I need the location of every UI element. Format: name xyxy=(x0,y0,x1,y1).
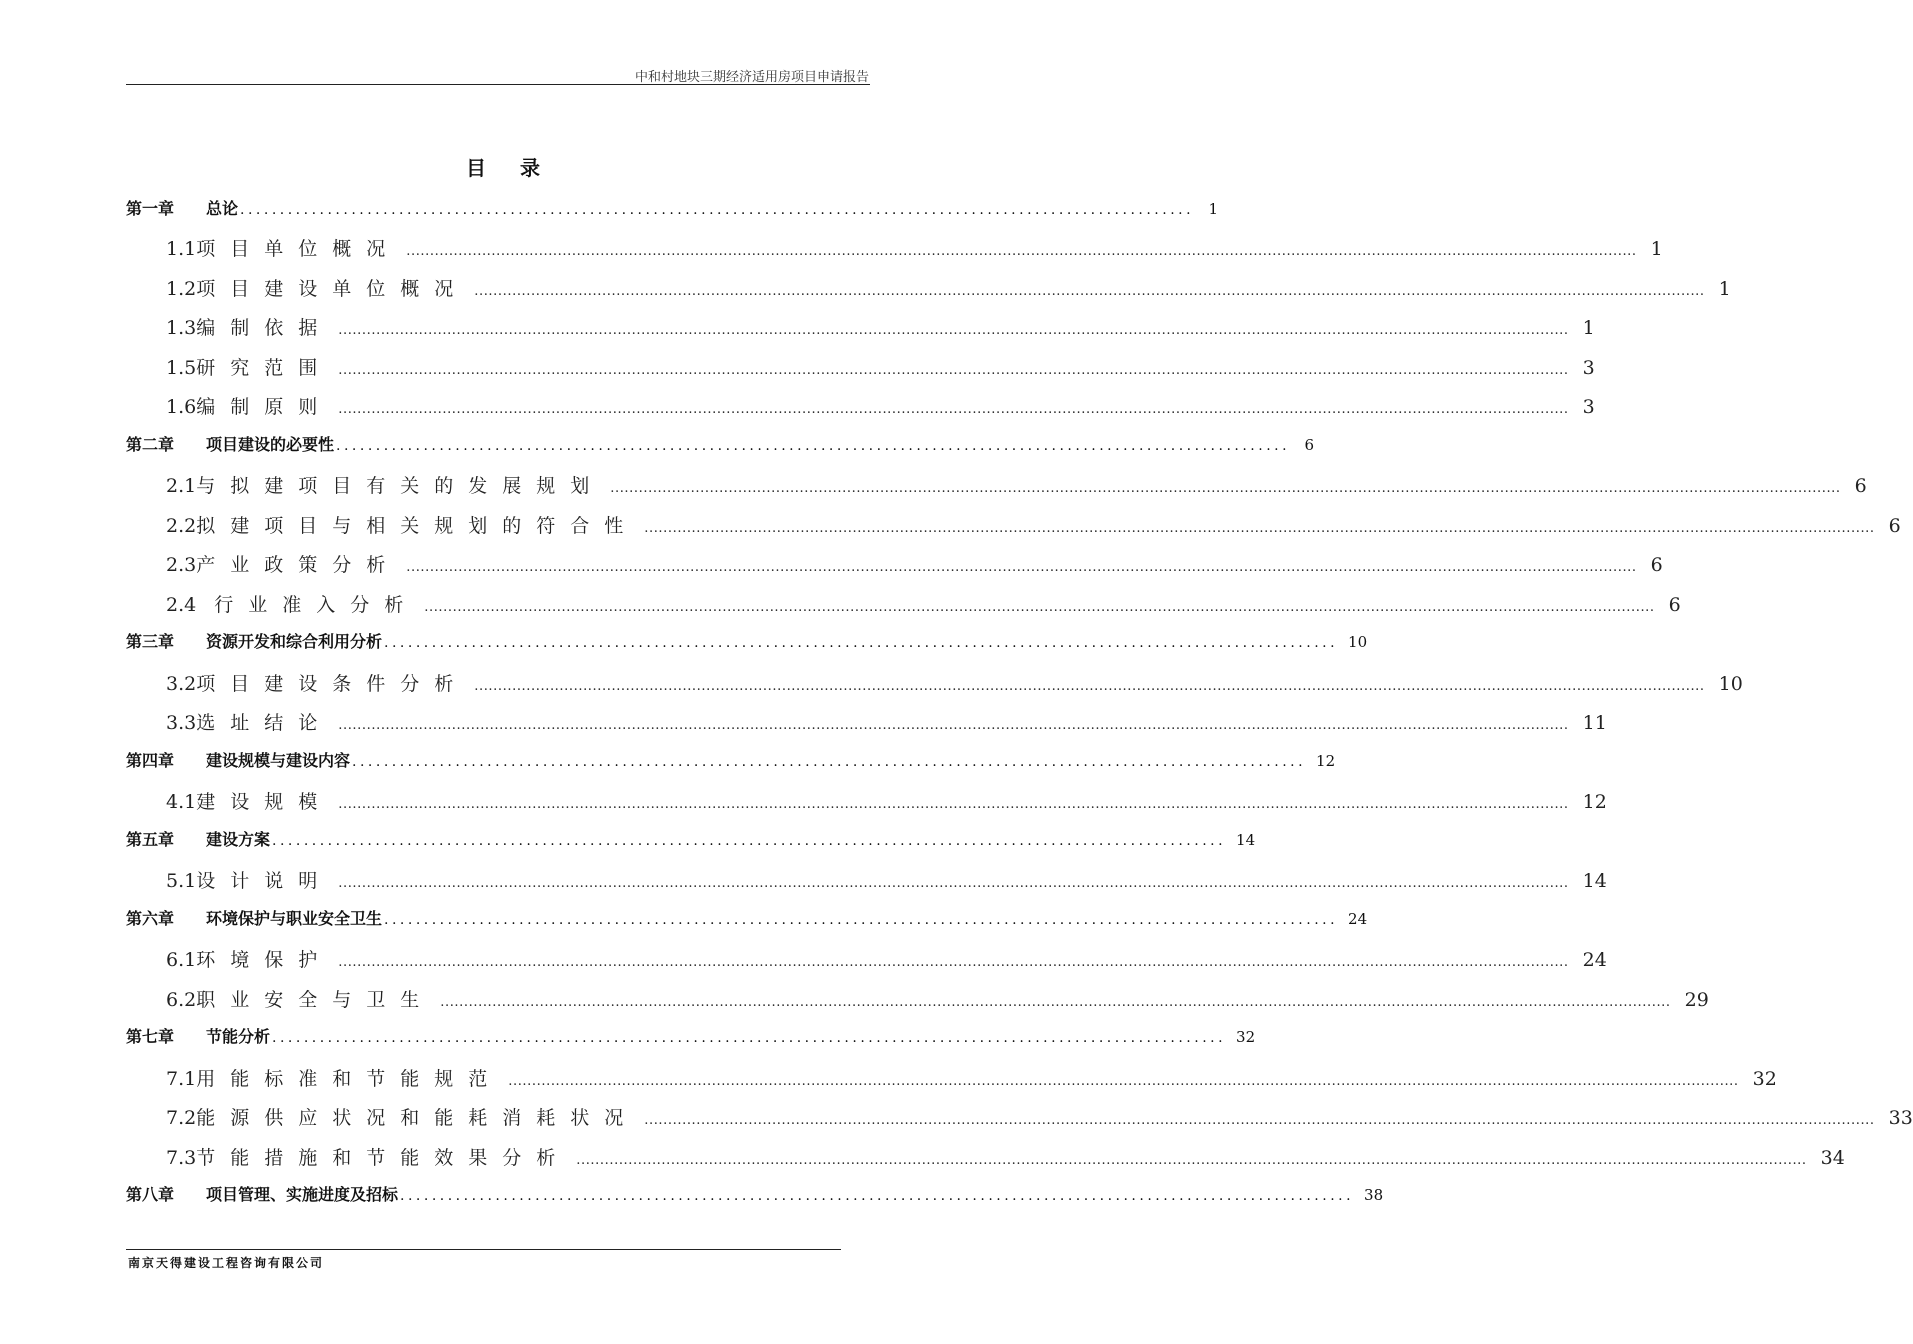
toc-entry-number: 4.1 xyxy=(166,791,197,813)
toc-entry-title: 行业准入分析 xyxy=(214,594,419,616)
toc-entry-title: 研究范围 xyxy=(196,357,333,379)
toc-dot-leader: .................................................................................................................................................................................................................................................................... xyxy=(424,600,1655,615)
toc-entry-title: 用能标准和节能规范 xyxy=(196,1068,503,1090)
toc-dot-leader: ........................................................................................................................ xyxy=(352,754,1307,770)
toc-page-number: 10 xyxy=(1718,673,1743,695)
toc-entry-number: 3.2 xyxy=(166,673,197,695)
toc-page-number: 6 xyxy=(1854,475,1867,497)
toc-page-number: 1 xyxy=(1718,278,1731,300)
toc-dot-leader: ........................................................................................................................ xyxy=(272,1030,1227,1046)
toc-page-number: 10 xyxy=(1348,633,1368,651)
toc-entry-number: 6.2 xyxy=(166,989,197,1011)
toc-entry-title: 拟建项目与相关规划的符合性 xyxy=(196,515,639,537)
toc-entry-title: 编制依据 xyxy=(196,317,333,339)
toc-entry-title: 资源开发和综合利用分析 xyxy=(206,632,383,651)
toc-chapter-row[interactable] xyxy=(126,432,1315,455)
toc-section-row[interactable] xyxy=(166,866,1607,893)
toc-page-number: 32 xyxy=(1236,1028,1256,1046)
toc-dot-leader: .................................................................................................................................................................................................................................................................... xyxy=(644,1113,1875,1128)
toc-dot-leader: .................................................................................................................................................................................................................................................................... xyxy=(474,284,1705,299)
toc-chapter-row[interactable] xyxy=(126,629,1368,652)
toc-section-row[interactable] xyxy=(166,313,1595,340)
toc-chapter-row[interactable] xyxy=(126,827,1256,850)
toc-section-row[interactable] xyxy=(166,234,1663,261)
toc-chapter-row[interactable] xyxy=(126,1182,1384,1205)
toc-entry-number: 2.3 xyxy=(166,554,197,576)
toc-title: 目录 xyxy=(466,156,574,180)
toc-page-number: 14 xyxy=(1236,831,1256,849)
toc-page-number: 24 xyxy=(1348,910,1368,928)
toc-section-row[interactable] xyxy=(166,392,1595,419)
toc-dot-leader: ........................................................................................................................ xyxy=(336,438,1291,454)
toc-entry-title: 职业安全与卫生 xyxy=(196,989,435,1011)
toc-page-number: 6 xyxy=(1668,594,1681,616)
toc-dot-leader: .................................................................................................................................................................................................................................................................... xyxy=(338,876,1569,891)
toc-dot-leader: .................................................................................................................................................................................................................................................................... xyxy=(338,323,1569,338)
running-header: 中和村地块三期经济适用房项目申请报告 xyxy=(634,70,869,85)
toc-entry-title: 产业政策分析 xyxy=(196,554,401,576)
toc-dot-leader: .................................................................................................................................................................................................................................................................... xyxy=(406,244,1637,259)
toc-section-row[interactable] xyxy=(166,550,1663,577)
toc-entry-number: 第五章 xyxy=(126,830,175,849)
toc-page-number: 32 xyxy=(1752,1068,1777,1090)
toc-page-number: 3 xyxy=(1582,396,1595,418)
footer-rule xyxy=(126,1249,841,1250)
toc-dot-leader: .................................................................................................................................................................................................................................................................... xyxy=(338,402,1569,417)
toc-entry-title: 建设方案 xyxy=(206,830,271,849)
toc-page-number: 1 xyxy=(1208,200,1219,218)
toc-page-number: 34 xyxy=(1820,1147,1845,1169)
toc-entry-number: 第一章 xyxy=(126,199,175,218)
toc-entry-number: 1.6 xyxy=(166,396,197,418)
toc-section-row[interactable] xyxy=(166,1143,1845,1170)
toc-entry-number: 1.2 xyxy=(166,278,197,300)
toc-entry-title: 与拟建项目有关的发展规划 xyxy=(196,475,605,497)
toc-dot-leader: .................................................................................................................................................................................................................................................................... xyxy=(338,718,1569,733)
toc-entry-number: 5.1 xyxy=(166,870,197,892)
toc-section-row[interactable] xyxy=(166,274,1731,301)
toc-page-number: 6 xyxy=(1304,436,1315,454)
toc-entry-number: 1.3 xyxy=(166,317,197,339)
toc-entry-title: 选址结论 xyxy=(196,712,333,734)
toc-section-row[interactable] xyxy=(166,590,1681,617)
toc-dot-leader: .................................................................................................................................................................................................................................................................... xyxy=(338,363,1569,378)
toc-dot-leader: .................................................................................................................................................................................................................................................................... xyxy=(338,797,1569,812)
toc-dot-leader: .................................................................................................................................................................................................................................................................... xyxy=(338,955,1569,970)
toc-entry-number: 7.1 xyxy=(166,1068,197,1090)
toc-page-number: 14 xyxy=(1582,870,1607,892)
toc-page-number: 1 xyxy=(1650,238,1663,260)
toc-chapter-row[interactable] xyxy=(126,748,1336,771)
toc-dot-leader: .................................................................................................................................................................................................................................................................... xyxy=(610,481,1841,496)
toc-section-row[interactable] xyxy=(166,1103,1913,1130)
footer-company: 南京天得建设工程咨询有限公司 xyxy=(128,1256,325,1270)
toc-entry-number: 第三章 xyxy=(126,632,175,651)
toc-chapter-row[interactable] xyxy=(126,906,1368,929)
toc-page-number: 6 xyxy=(1650,554,1663,576)
toc-entry-number: 7.3 xyxy=(166,1147,197,1169)
toc-chapter-row[interactable] xyxy=(126,1024,1256,1047)
toc-dot-leader: .................................................................................................................................................................................................................................................................... xyxy=(508,1074,1739,1089)
toc-page-number: 12 xyxy=(1316,752,1336,770)
toc-entry-number: 6.1 xyxy=(166,949,197,971)
toc-entry-title: 建设规模 xyxy=(196,791,333,813)
toc-page-number: 11 xyxy=(1582,712,1607,734)
toc-page-number: 38 xyxy=(1364,1186,1384,1204)
toc-section-row[interactable] xyxy=(166,353,1595,380)
toc-entry-number: 第六章 xyxy=(126,909,175,928)
toc-section-row[interactable] xyxy=(166,669,1743,696)
toc-dot-leader: .................................................................................................................................................................................................................................................................... xyxy=(406,560,1637,575)
toc-entry-number: 第四章 xyxy=(126,751,175,770)
toc-dot-leader: ........................................................................................................................ xyxy=(272,833,1227,849)
toc-section-row[interactable] xyxy=(166,1064,1777,1091)
toc-entry-title: 环境保护 xyxy=(196,949,333,971)
toc-entry-number: 第七章 xyxy=(126,1027,175,1046)
toc-entry-title: 设计说明 xyxy=(196,870,333,892)
toc-section-row[interactable] xyxy=(166,985,1709,1012)
toc-page-number: 24 xyxy=(1582,949,1607,971)
toc-dot-leader: .................................................................................................................................................................................................................................................................... xyxy=(644,521,1875,536)
toc-dot-leader: ........................................................................................................................ xyxy=(384,912,1339,928)
toc-page-number: 6 xyxy=(1888,515,1901,537)
toc-chapter-row[interactable] xyxy=(126,196,1219,219)
toc-entry-number: 2.2 xyxy=(166,515,197,537)
toc-entry-number: 1.5 xyxy=(166,357,197,379)
toc-dot-leader: .................................................................................................................................................................................................................................................................... xyxy=(440,995,1671,1010)
toc-dot-leader: ........................................................................................................................ xyxy=(240,202,1195,218)
toc-entry-title: 节能措施和节能效果分析 xyxy=(196,1147,571,1169)
toc-dot-leader: ........................................................................................................................ xyxy=(400,1188,1355,1204)
toc-entry-number: 第八章 xyxy=(126,1185,175,1204)
toc-page-number: 29 xyxy=(1684,989,1709,1011)
toc-page-number: 12 xyxy=(1582,791,1607,813)
toc-entry-title: 项目管理、实施进度及招标 xyxy=(206,1185,399,1204)
toc-section-row[interactable] xyxy=(166,708,1607,735)
toc-entry-title: 项目单位概况 xyxy=(196,238,401,260)
toc-entry-title: 节能分析 xyxy=(206,1027,271,1046)
toc-entry-number: 2.4 xyxy=(166,594,197,616)
toc-entry-title: 总论 xyxy=(206,199,239,218)
toc-section-row[interactable] xyxy=(166,945,1607,972)
toc-section-row[interactable] xyxy=(166,511,1901,538)
toc-entry-title: 项目建设条件分析 xyxy=(196,673,469,695)
toc-dot-leader: ........................................................................................................................ xyxy=(384,635,1339,651)
toc-section-row[interactable] xyxy=(166,471,1867,498)
toc-page-number: 1 xyxy=(1582,317,1595,339)
header-rule xyxy=(126,84,870,85)
toc-entry-number: 第二章 xyxy=(126,435,175,454)
toc-entry-title: 能源供应状况和能耗消耗状况 xyxy=(196,1107,639,1129)
toc-entry-title: 项目建设的必要性 xyxy=(206,435,335,454)
toc-section-row[interactable] xyxy=(166,787,1607,814)
toc-entry-number: 1.1 xyxy=(166,238,197,260)
toc-entry-title: 编制原则 xyxy=(196,396,333,418)
toc-dot-leader: .................................................................................................................................................................................................................................................................... xyxy=(576,1153,1807,1168)
toc-dot-leader: .................................................................................................................................................................................................................................................................... xyxy=(474,679,1705,694)
toc-entry-number: 7.2 xyxy=(166,1107,197,1129)
toc-entry-number: 3.3 xyxy=(166,712,197,734)
toc-page-number: 33 xyxy=(1888,1107,1913,1129)
toc-entry-number: 2.1 xyxy=(166,475,197,497)
toc-entry-title: 环境保护与职业安全卫生 xyxy=(206,909,383,928)
toc-page-number: 3 xyxy=(1582,357,1595,379)
toc-entry-title: 项目建设单位概况 xyxy=(196,278,469,300)
toc-entry-title: 建设规模与建设内容 xyxy=(206,751,351,770)
